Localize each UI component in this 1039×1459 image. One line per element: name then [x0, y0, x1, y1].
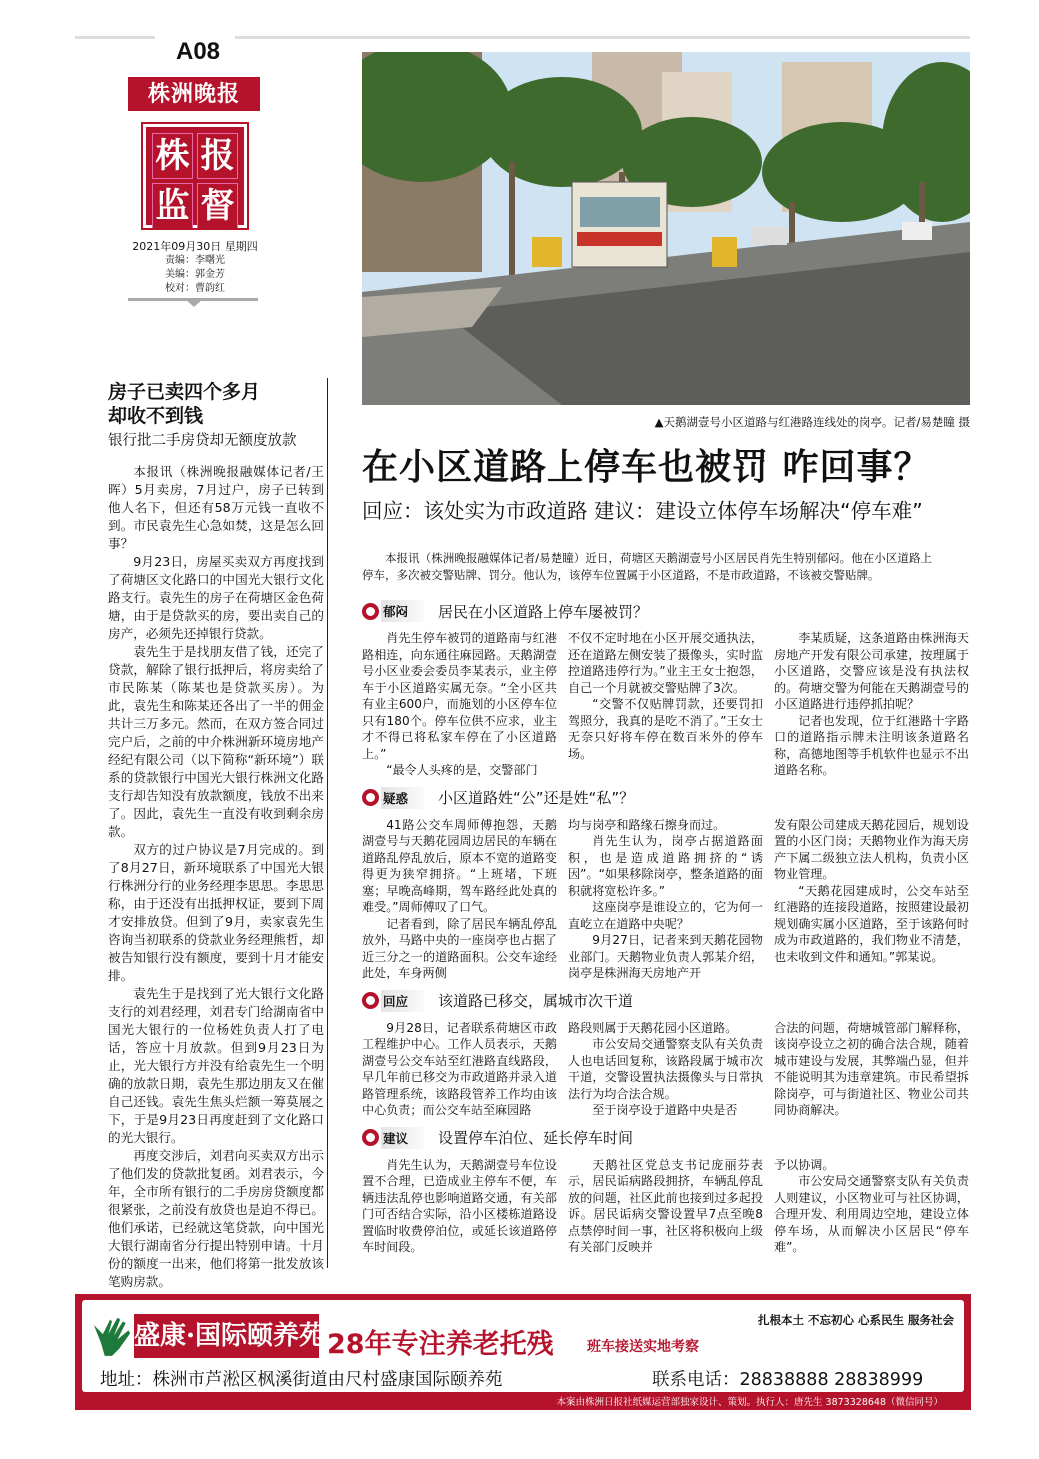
section-columns [362, 630, 970, 779]
meta-arrow-icon [186, 300, 202, 307]
paragraph: 9月28日，记者联系荷塘区市政工程维护中心。工作人员表示，天鹅湖壹号公交车站至红港路直线路段，早几年前已移交为市政道路并录入道路管理系统，该路段管养工作均由该中心负责；而公交车站至麻园路 [362, 1020, 557, 1117]
top-rule-right [235, 36, 970, 39]
masthead-logo: 株洲晚报 [128, 77, 260, 111]
ad-bus-service: 班车接送实地考察 [587, 1339, 699, 1355]
section-header [362, 1127, 970, 1149]
seal-char: 报 [197, 133, 238, 179]
article-column [362, 1020, 557, 1119]
paragraph: 9月23日，房屋买卖双方再度找到了荷塘区文化路口的中国光大银行文化路支行。袁先生的房子在荷塘区金色荷塘，由于是贷款买的房，要出卖自己的房产，必须先还掉银行贷款。 [108, 554, 324, 641]
section-columns [362, 1020, 970, 1119]
article-column [362, 630, 557, 779]
paragraph: 发有限公司建成天鹅花园后，规划设置的小区门岗；天鹅物业作为海天房产下属二级独立法人机构，负责小区物业管理。 [774, 817, 969, 881]
ad-phone: 联系电话：28838888 28838999 [652, 1370, 924, 1390]
article-intro: 本报讯（株洲晚报融媒体记者/易楚瞳）近日，荷塘区天鹅湖壹号小区居民肖先生特别郁闷。他在小区道路上停车，多次被交警贴牌、罚分。他认为，该停车位置属于小区道路，不是市政道路，不该被交警贴牌。 [362, 551, 932, 582]
paragraph: 予以协调。 [774, 1157, 835, 1172]
article-column [774, 1020, 969, 1119]
ad-brand-name: 盛康·国际颐养苑 [134, 1314, 319, 1358]
ad-motto: 扎根本土 不忘初心 心系民生 服务社会 [757, 1313, 954, 1327]
left-article-title: 房子已卖四个多月 [108, 381, 261, 403]
paragraph: 袁先生于是找朋友借了钱，还完了贷款，解除了银行抵押后，将房卖给了市民陈某（陈某也是贷款买房）。为此，袁先生和陈某还各出了一半的佣金共计三万多元。然而，在双方签合同过完户后，之前的中介株洲新环境房地产经纪有限公司（以下简称“新环境”）联系的贷款银行中国光大银行株洲文化路支行却告知没有放款额度，钱放不出来了。因此，袁先生一直没有收到剩余房款。 [108, 644, 324, 839]
section-circle-icon [362, 1129, 379, 1146]
section-circle-icon [362, 603, 379, 620]
paragraph: 记者也发现，位于红港路十字路口的道路指示牌未注明该条道路名称，高德地图等手机软件也显示不出道路名称。 [774, 713, 969, 777]
section-header [362, 600, 970, 622]
paragraph: 肖先生停车被罚的道路南与红港路相连，向东通往麻园路。天鹅湖壹号小区业委会委员李某表示，业主停车于小区道路实属无奈。“全小区共有业主600户，而施划的小区停车位只有180个。停车位供不应求，业主才不得已将私家车停在了小区道路上。” [362, 631, 557, 761]
paragraph: 肖先生认为，岗亭占据道路面积，也是造成道路拥挤的“诱因”。“如果移除岗亭，整条道路的面积就将宽松许多。” [568, 834, 763, 898]
left-article-subtitle: 银行批二手房贷却无额度放款 [108, 433, 297, 449]
paragraph: 袁先生于是找到了光大银行文化路支行的刘君经理，刘君专门给湖南省中国光大银行的一位杨姓负责人打了电话，答应十月放款。但到9月23日为止，光大银行方并没有给袁先生一个明确的放款日期，袁先生那边朋友又在催自己还钱。袁先生焦头烂额一筹莫展之下，于是9月23日再度赶到了文化路口的光大银行。 [108, 986, 324, 1145]
issue-date: 2021年09月30日 星期四 [132, 240, 258, 253]
article-column [568, 1020, 763, 1119]
seal-char: 监 [152, 183, 193, 229]
paragraph: 41路公交车周师傅抱怨，天鹅湖壹号与天鹅花园周边居民的车辆在道路乱停乱放后，原本不宽的道路变得更为狭窄拥挤。“上班堵，下班塞；早晚高峰期，驾车路经此处真的难受。”周师傅叹了口气。 [362, 817, 557, 914]
paragraph: 本报讯（株洲晚报融媒体记者/王晖）5月卖房，7月过户，房子已转到他人名下，但还有58万元钱一直收不到。市民袁先生心急如焚，这是怎么回事？ [108, 464, 324, 551]
article-column [362, 817, 557, 982]
main-headline: 在小区道路上停车也被罚 咋回事？ [362, 447, 931, 488]
main-article-body [362, 600, 970, 1264]
paragraph: “天鹅花园建成时，公交车站至红港路的连接段道路，按照建设最初规划确实属小区道路，至于该路何时成为市政道路的，我们物业不清楚，也未收到文件和通知。”郭某说。 [774, 883, 969, 964]
paragraph: 路段则属于天鹅花园小区道路。 [568, 1020, 738, 1035]
ad-inner [82, 1300, 964, 1392]
article-column [774, 630, 969, 779]
article-section [362, 1127, 970, 1256]
column-seal-logo [143, 124, 247, 228]
paragraph: 市公安局交通警察支队有关负责人也电话回复称，该路段属于城市次干道，交警设置执法摄像头与日常执法行为均合法合规。 [568, 1037, 763, 1101]
column-divider [327, 378, 328, 1268]
news-photo [362, 52, 970, 405]
seal-char: 株 [152, 133, 193, 179]
section-header [362, 787, 970, 809]
section-title: 设置停车泊位、延长停车时间 [438, 1129, 634, 1147]
section-tag: 郁闷 [381, 600, 424, 622]
article-column [362, 1157, 557, 1256]
section-circle-icon [362, 789, 379, 806]
page-number: A08 [175, 38, 221, 65]
paragraph: 记者看到，除了居民车辆乱停乱放外，马路中央的一座岗亭也占据了近三分之一的道路面积。公交车途经此处，车身两侧 [362, 916, 557, 980]
paragraph: 李某质疑，这条道路由株洲海天房地产开发有限公司承建，按理属于小区道路，交警应该是没有执法权的。荷塘交警为何能在天鹅湖壹号的小区道路进行违停抓拍呢？ [774, 631, 969, 711]
left-article-body [108, 463, 324, 1291]
article-column [568, 1157, 763, 1256]
section-tag: 回应 [381, 990, 424, 1012]
paragraph: 天鹅社区党总支书记庞丽芬表示，居民诟病路段拥挤，车辆乱停乱放的问题，社区此前也接到过多起投诉。居民诟病交警设置早7点至晚8点禁停时间一事，社区将积极向上级有关部门反映并 [568, 1157, 763, 1254]
section-header [362, 990, 970, 1012]
article-column [774, 1157, 969, 1256]
top-rule-left [75, 36, 155, 39]
paragraph: 肖先生认为，天鹅湖壹号车位设置不合理，已造成业主停车不便，车辆违法乱停也影响道路交通，有关部门可否结合实际，沿小区楼栋道路设置临时收费停泊位，或延长该道路停车时间段。 [362, 1157, 557, 1254]
article-column [568, 630, 763, 762]
editor: 责编：李曙光 [165, 255, 225, 266]
article-section [362, 787, 970, 982]
article-column [774, 817, 969, 966]
paragraph: 9月27日，记者来到天鹅花园物业部门。天鹅物业负责人郭某介绍，岗亭是株洲海天房地产开 [568, 933, 763, 980]
seal-char: 督 [197, 183, 238, 229]
designer: 美编：郭金芳 [165, 269, 225, 280]
section-title: 小区道路姓“公”还是姓“私”？ [438, 789, 635, 807]
paragraph: 双方的过户协议是7月完成的。到了8月27日，新环境联系了中国光大银行株洲分行的业务经理李思思。李思思称，由于还没有出抵押权证，要到下周才安排放贷。但到了9月，卖家袁先生咨询当初联系的贷款业务经理熊哲，却被告知银行没有额度，要到十月才能安排。 [108, 842, 324, 983]
paragraph: “最令人头疼的是，交警部门 [386, 763, 538, 777]
paragraph: 均与岗亭和路缘石擦身而过。 [568, 817, 726, 832]
article-section [362, 990, 970, 1119]
section-columns [362, 1157, 970, 1256]
page-meta [110, 240, 280, 296]
left-article [108, 380, 324, 1289]
ad-slogan: 28年专注养老托残 [327, 1329, 554, 1360]
paragraph: 市公安局交通警察支队有关负责人则建议，小区物业可与社区协调，合理开发、利用周边空地，建设立体停车场，从而解决小区居民“停车难”。 [774, 1174, 969, 1254]
paragraph: 至于岗亭设于道路中央是否 [592, 1103, 738, 1117]
paragraph: “交警不仅贴牌罚款，还要罚扣驾照分，我真的是吃不消了。”王女士无奈只好将车停在数百米外的停车场。 [568, 697, 763, 761]
section-title: 该道路已移交，属城市次干道 [438, 992, 634, 1010]
ad-credit-note: 本案由株洲日报社纸媒运营部独家设计、策划。执行人：唐先生 3873328648（微信同号） [556, 1397, 943, 1408]
section-tag: 建议 [381, 1127, 424, 1149]
proofreader: 校对：曹韵红 [165, 283, 225, 294]
section-circle-icon [362, 992, 379, 1009]
paragraph: 不仅不定时地在小区开展交通执法，还在道路左侧安装了摄像头，实时监控道路违停行为。”业主王女士抱怨，自己一个月就被交警贴牌了3次。 [568, 631, 763, 695]
section-tag: 疑惑 [381, 787, 424, 809]
paragraph: 合法的问题，荷塘城管部门解释称，该岗亭设立之初的确合法合规，随着城市建设与发展，其弊端凸显，但并不能说明其为违章建筑。市民希望拆除岗亭，可与街道社区、物业公司共同协商解决。 [774, 1020, 969, 1117]
section-title: 居民在小区道路上停车屡被罚？ [438, 602, 649, 621]
paragraph: 再度交涉后，刘君向买卖双方出示了他们发的贷款批复函。刘君表示，今年，全市所有银行的二手房房贷额度都很紧张，之前没有放贷也是迫不得已。他们承诺，已经就这笔贷款，向中国光大银行湖南省分行提出特别申请。十月份的额度一出来，他们将第一批发放该笔购房款。 [108, 1148, 324, 1289]
photo-caption: ▲天鹅湖壹号小区道路与红港路连线处的岗亭。记者/易楚瞳 摄 [654, 415, 970, 429]
advertisement-banner [75, 1294, 971, 1410]
main-subhead: 回应：该处实为市政道路 建议：建设立体停车场解决“停车难” [362, 499, 923, 523]
hand-logo-icon [92, 1310, 132, 1360]
section-columns [362, 817, 970, 982]
ad-address: 地址：株洲市芦淞区枫溪街道由尺村盛康国际颐养苑 [100, 1370, 503, 1390]
article-column [568, 817, 763, 982]
article-section [362, 600, 970, 779]
left-article-title: 却收不到钱 [108, 405, 204, 427]
paragraph: 这座岗亭是谁设立的，它为何一直屹立在道路中央呢？ [568, 900, 763, 931]
